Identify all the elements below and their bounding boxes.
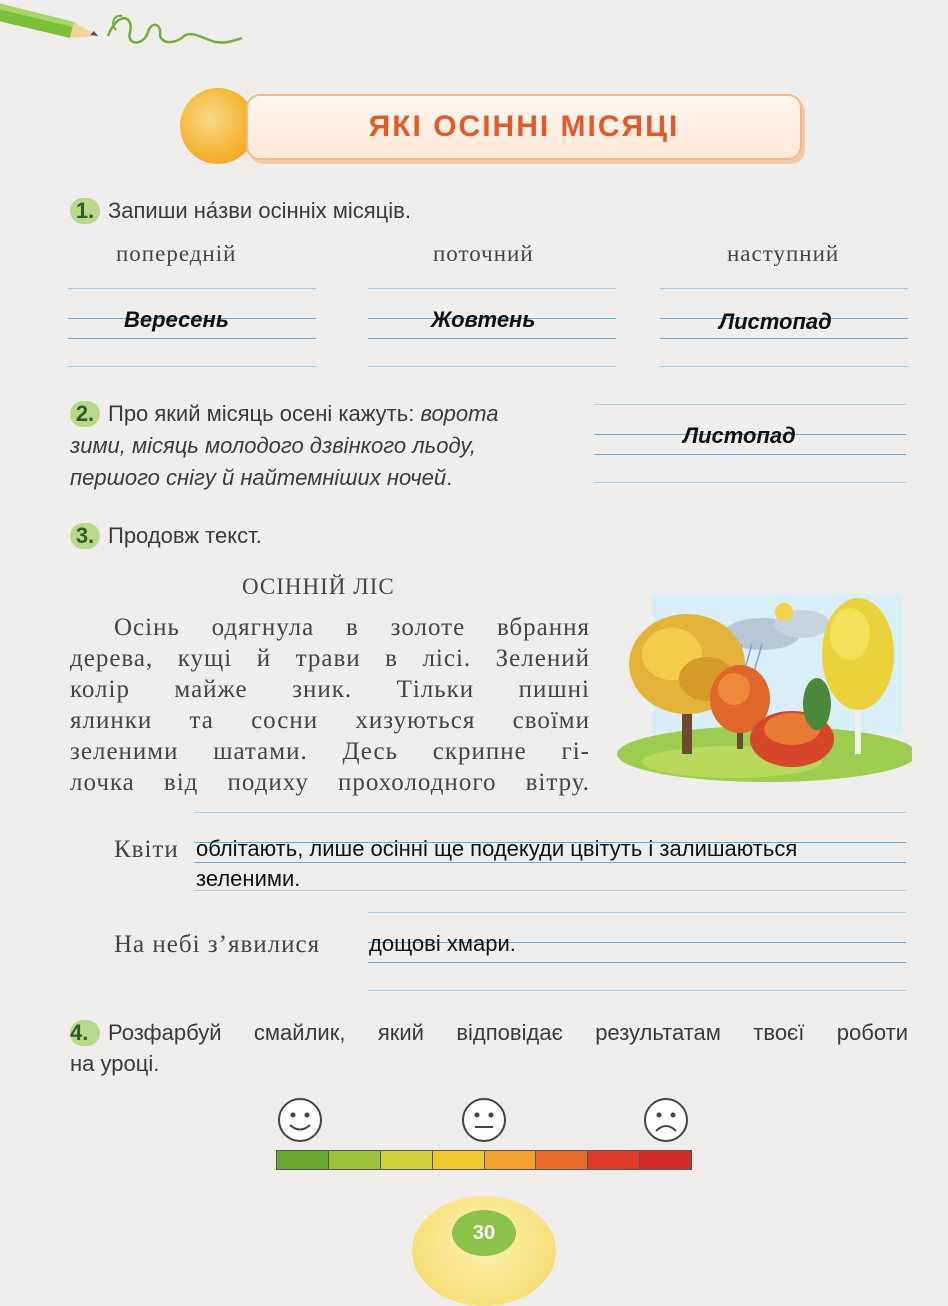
scale-segment (329, 1151, 381, 1169)
answer-flowers[interactable] (196, 834, 936, 894)
swirl-decoration-icon (104, 6, 244, 56)
task4-number: 4. (70, 1020, 100, 1046)
prompt-flowers: Квіти (114, 836, 179, 863)
task2-instruction: Про який місяць осені кажуть: (108, 401, 415, 426)
title-banner (246, 94, 802, 160)
task4-instruction-line1: Розфарбуй смайлик, який відповідає результатам твоєї роботи (108, 1020, 908, 1045)
story-line: зеленими шатами. Десь скрипне гі- (70, 738, 590, 765)
answer-current-month[interactable]: Жовтень (431, 307, 536, 332)
task2-quote-line1: ворота (420, 401, 499, 426)
task2-quote-line2: зими, місяць молодого дзвінкого льоду, (70, 433, 477, 458)
task2-number: 2. (70, 401, 100, 427)
task4-instruction-line2: на уроці. (70, 1051, 160, 1076)
scale-segment (277, 1151, 329, 1169)
answer-flowers-line2: зеленими. (196, 866, 301, 891)
story-line: колір майже зник. Тільки пишні (70, 676, 590, 703)
title-circle-decoration (180, 88, 256, 164)
scale-segment (588, 1151, 640, 1169)
story-line: ялинки та сосни хизуються своїми (70, 707, 590, 734)
answer-flowers-line1: облітають, лише осінні ще подекуди цвітуть і залишаються (196, 836, 798, 861)
page-number: 30 (452, 1210, 516, 1256)
task1-heading (70, 198, 411, 224)
scale-segment (433, 1151, 485, 1169)
task1-number: 1. (70, 198, 100, 224)
task2-answer[interactable]: Листопад (683, 423, 796, 448)
answer-next-month[interactable]: Листопад (719, 309, 832, 334)
task2-quote-end: . (446, 465, 453, 490)
neutral-smiley-icon[interactable] (460, 1096, 508, 1144)
column-label-current: поточний (433, 241, 534, 266)
mood-color-scale (276, 1150, 692, 1170)
happy-smiley-icon[interactable] (276, 1096, 324, 1144)
task3-heading (70, 523, 262, 549)
story-line: дерева, кущі й трави в лісі. Зелений (70, 645, 590, 672)
autumn-forest-illustration (612, 584, 912, 784)
scale-segment (381, 1151, 433, 1169)
column-label-previous: попередній (116, 241, 237, 266)
task1-instruction: Запиши на́зви осінніх місяців. (108, 198, 411, 223)
task2-text (70, 398, 590, 494)
page-title: ЯКІ ОСІННІ МІСЯЦІ (368, 110, 680, 143)
scale-segment (485, 1151, 537, 1169)
scale-segment (536, 1151, 588, 1169)
task2-quote-line3: першого снігу й найтемніших ночей (70, 465, 447, 490)
sad-smiley-icon[interactable] (642, 1096, 690, 1144)
answer-previous-month[interactable]: Вересень (124, 307, 229, 332)
answer-sky[interactable]: дощові хмари. (369, 931, 516, 956)
prompt-sky: На небі з’явилися (114, 931, 321, 958)
story-title: ОСІННІЙ ЛІС (242, 574, 395, 599)
column-label-next: наступний (727, 241, 840, 266)
task3-instruction: Продовж текст. (108, 523, 262, 548)
pencil-icon (0, 0, 106, 44)
story-text (70, 612, 590, 798)
story-line: Осінь одягнула в золоте вбрання (114, 614, 590, 641)
task3-number: 3. (70, 523, 100, 549)
task4-text (70, 1017, 908, 1079)
story-line: лочка від подиху прохолодного вітру. (70, 769, 590, 796)
scale-segment (640, 1151, 691, 1169)
